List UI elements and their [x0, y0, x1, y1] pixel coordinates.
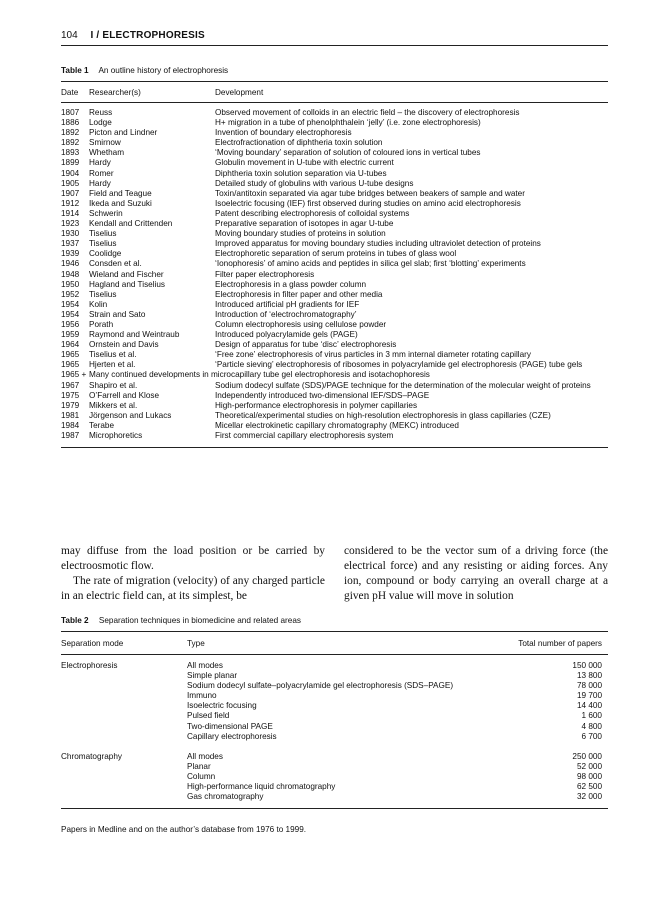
table2-row: [61, 701, 608, 711]
table1-row: [61, 401, 608, 411]
table1-development-cell: First commercial capillary electrophoresis system: [215, 431, 608, 448]
table1-col-researchers: Researcher(s): [89, 82, 215, 103]
table1-researcher-cell: Ikeda and Suzuki: [89, 198, 152, 208]
table1-development-cell: Preparative separation of isotopes in agar U-tube: [215, 219, 394, 229]
table1-row: [61, 431, 608, 448]
table1-researcher-cell: Picton and Lindner: [89, 128, 158, 138]
table1-date-cell: 1899: [61, 158, 80, 168]
table1-development-cell: Sodium dodecyl sulfate (SDS)/PAGE technique for the determination of the molecular weight of proteins: [215, 380, 591, 390]
table2-title: Separation techniques in biomedicine and related areas: [98, 616, 301, 625]
table2-col-count: Total number of papers: [492, 632, 608, 655]
table1-development-cell: Independently introduced two-dimensional IEF/SDS–PAGE: [215, 390, 430, 400]
table2-label: Table 2: [61, 616, 89, 625]
table1-development-cell: Electrophoresis in a glass powder column: [215, 279, 367, 289]
table1-row: [61, 179, 608, 189]
table1-date-cell: 1952: [61, 289, 80, 299]
table2-col-type: Type: [187, 632, 492, 655]
table1-development-cell: ‘Ionophoresis’ of amino acids and peptides in silica gel slab; first ‘blotting’ experiments: [215, 259, 526, 269]
table1-row: [61, 189, 608, 199]
table2-row: [61, 772, 608, 782]
table1-date-cell: 1914: [61, 208, 80, 218]
section-title: I / ELECTROPHORESIS: [90, 30, 205, 41]
table1-date-cell: 1964: [61, 340, 80, 350]
table1-development-cell: ‘Particle sieving’ electrophoresis of ribosomes in polyacrylamide gel electrophoresis (PAGE) tube gels: [215, 360, 583, 370]
table1-date-cell: 1965: [61, 350, 80, 360]
table1-label: Table 1: [61, 66, 89, 75]
table2-row: [61, 742, 608, 762]
table1-researcher-cell: Tiselius: [89, 229, 117, 239]
table2-mode-cell: [61, 701, 187, 711]
table1: [61, 81, 608, 448]
table1-date-cell: 1959: [61, 330, 80, 340]
table1-researcher-cell: Tiselius: [89, 239, 117, 249]
table1-development-cell: Observed movement of colloids in an electric field – the discovery of electrophoresis: [215, 108, 520, 117]
table2-row: [61, 792, 608, 809]
table1-date-cell: 1892: [61, 138, 80, 148]
table1-row: [61, 249, 608, 259]
table1-date-cell: 1912: [61, 198, 80, 208]
table1-researcher-cell: Terabe: [89, 420, 115, 430]
table1-researcher-cell: Porath: [89, 319, 114, 329]
table1-date-cell: 1954: [61, 309, 80, 319]
header-rule: [61, 45, 608, 46]
table2-mode-cell: [61, 711, 187, 721]
table2-mode-cell: [61, 782, 187, 792]
table2-count-cell: 98 000: [576, 771, 602, 781]
table1-researcher-cell: Mikkers et al.: [89, 400, 138, 410]
table1-researcher-cell: Jörgenson and Lukacs: [89, 410, 172, 420]
table2-type-cell: Simple planar: [187, 671, 238, 681]
table1-researcher-cell: Tiselius: [89, 289, 117, 299]
table1-col-date: Date: [61, 82, 89, 103]
table1-row: [61, 169, 608, 179]
table1-researcher-cell: Lodge: [89, 118, 112, 128]
table2-count-cell: 1 600: [581, 711, 602, 721]
table2-count-cell: 6 700: [581, 731, 602, 741]
table2-mode-cell: [61, 691, 187, 701]
table2-row: [61, 711, 608, 721]
table1-date-cell: 1984: [61, 420, 80, 430]
table1-researcher-cell: Hagland and Tiselius: [89, 279, 166, 289]
table2-type-cell: Sodium dodecyl sulfate–polyacrylamide gel electrophoresis (SDS–PAGE): [187, 681, 454, 691]
table2-mode-cell: [61, 671, 187, 681]
table1-development-cell: H+ migration in a tube of phenolphthalein ‘jelly’ (i.e. zone electrophoresis): [215, 118, 481, 128]
table1-row: [61, 270, 608, 280]
table1-date-cell: 1965 +: [61, 370, 87, 380]
table1-date-cell: 1892: [61, 128, 80, 138]
table1-row: [61, 148, 608, 158]
table1-development-cell: Patent describing electrophoresis of colloidal systems: [215, 208, 410, 218]
table1-researcher-cell: Whetham: [89, 148, 125, 158]
table1-col-development: Development: [215, 82, 608, 103]
table2-row: [61, 691, 608, 701]
table1-date-cell: 1979: [61, 400, 80, 410]
table1-date-cell: 1930: [61, 229, 80, 239]
table2-count-cell: 62 500: [576, 782, 602, 792]
table1-date-cell: 1907: [61, 188, 80, 198]
table1-researcher-cell: Smirnow: [89, 138, 121, 148]
table2-mode-cell: [61, 792, 187, 809]
table2-count-cell: 78 000: [576, 681, 602, 691]
table1-row: [61, 128, 608, 138]
table1-researcher-cell: Kolin: [89, 299, 108, 309]
table2-row: [61, 671, 608, 681]
table2-row: [61, 782, 608, 792]
table1-researcher-cell: Microphoretics: [89, 431, 215, 448]
body-column-left: [61, 544, 325, 604]
table1-date-cell: 1956: [61, 319, 80, 329]
table2-type-cell: Column: [187, 771, 216, 781]
table1-date-cell: 1954: [61, 299, 80, 309]
table2-type-cell: Capillary electrophoresis: [187, 731, 277, 741]
table1-row: [61, 340, 608, 350]
table2-caption: [61, 616, 301, 625]
table2-count-cell: 250 000: [572, 751, 602, 761]
table1-development-cell: Isoelectric focusing (IEF) first observed during studies on amino acid electrophoresis: [215, 198, 521, 208]
table2-type-cell: All modes: [187, 751, 223, 761]
table1-date-cell: 1946: [61, 259, 80, 269]
table2-count-cell: 32 000: [492, 792, 608, 809]
table1-development-cell: Introduced polyacrylamide gels (PAGE): [215, 330, 358, 340]
table2-type-cell: Gas chromatography: [187, 792, 492, 809]
table2-count-cell: 14 400: [576, 701, 602, 711]
body-paragraph: considered to be the vector sum of a driving force (the electrical force) and any resisting or aiding forces. Any ion, compound or body carrying an overall charge at a given pH value will move in solution: [344, 545, 608, 602]
table1-date-cell: 1937: [61, 239, 80, 249]
table2-mode-cell: Chromatography: [61, 751, 122, 761]
table1-researcher-cell: Shapiro et al.: [89, 380, 138, 390]
table1-caption: [61, 66, 228, 75]
table1-title: An outline history of electrophoresis: [98, 66, 229, 75]
table1-date-cell: 1893: [61, 148, 80, 158]
table1-researcher-cell: Reuss: [89, 108, 113, 117]
table1-development-cell: Detailed study of globulins with various U-tube designs: [215, 178, 414, 188]
table2-body: [61, 655, 608, 809]
table1-row: [61, 118, 608, 128]
table1-date-cell: 1923: [61, 219, 80, 229]
table2-mode-cell: [61, 762, 187, 772]
table1-row: [61, 381, 608, 391]
table1-date-cell: 1948: [61, 269, 80, 279]
table1-row: [61, 259, 608, 269]
table1-development-cell: Introduction of ‘electrochromatography’: [215, 309, 357, 319]
body-paragraph: may diffuse from the load position or be carried by electroosmotic flow.: [61, 545, 325, 572]
table1-row: [61, 290, 608, 300]
table1-body: [61, 103, 608, 448]
table1-development-cell: Filter paper electrophoresis: [215, 269, 315, 279]
table2-type-cell: Isoelectric focusing: [187, 701, 257, 711]
table2-row: [61, 681, 608, 691]
table2-count-cell: 52 000: [576, 761, 602, 771]
table1-row: [61, 370, 608, 380]
table1-row: [61, 219, 608, 229]
table1-development-cell: Theoretical/experimental studies on high-resolution electrophoresis in glass capillaries (CZE): [215, 410, 551, 420]
table1-researcher-cell: Hardy: [89, 158, 111, 168]
table1-development-cell: Toxin/antitoxin separated via agar tube bridges between beakers of sample and water: [215, 188, 525, 198]
table1-development-cell: ‘Moving boundary’ separation of solution of coloured ions in vertical tubes: [215, 148, 481, 158]
table1-development-cell: Improved apparatus for moving boundary studies including ultraviolet detection of proteins: [215, 239, 541, 249]
table1-header-row: [61, 82, 608, 103]
table1-development-cell: Moving boundary studies of proteins in solution: [215, 229, 386, 239]
table1-date-cell: 1967: [61, 380, 80, 390]
table1-date-cell: 1904: [61, 168, 80, 178]
table1-researcher-cell: Field and Teague: [89, 188, 152, 198]
table1-row: [61, 229, 608, 239]
table1-row: [61, 421, 608, 431]
table1-development-cell: Design of apparatus for tube ‘disc’ electrophoresis: [215, 340, 397, 350]
table1-researcher-cell: Raymond and Weintraub: [89, 330, 180, 340]
table1-researcher-cell: Coolidge: [89, 249, 122, 259]
table1-date-cell: 1965: [61, 360, 80, 370]
table1-development-cell: Diphtheria toxin solution separation via U-tubes: [215, 168, 387, 178]
table2-header-row: [61, 632, 608, 655]
table1-development-cell: Column electrophoresis using cellulose powder: [215, 319, 387, 329]
table1-researcher-cell: Kendall and Crittenden: [89, 219, 173, 229]
table2-col-mode: Separation mode: [61, 632, 187, 655]
table1-date-cell: 1975: [61, 390, 80, 400]
table1-row: [61, 199, 608, 209]
table2-footnote: Papers in Medline and on the author’s database from 1976 to 1999.: [61, 825, 307, 834]
body-column-right: [344, 544, 608, 604]
table1-researcher-cell: Ornstein and Davis: [89, 340, 159, 350]
table1-date-cell: 1950: [61, 279, 80, 289]
table1-researcher-cell: Schwerin: [89, 208, 123, 218]
table2-mode-cell: Electrophoresis: [61, 661, 118, 670]
table1-row: [61, 138, 608, 148]
table2-type-cell: Two-dimensional PAGE: [187, 721, 273, 731]
running-header: [61, 30, 608, 41]
table1-row: [61, 239, 608, 249]
table1-date-cell: 1886: [61, 118, 80, 128]
table2-type-cell: Pulsed field: [187, 711, 230, 721]
table2-mode-cell: [61, 772, 187, 782]
table1-row: [61, 280, 608, 290]
table2: [61, 631, 608, 809]
table1-researcher-cell: Strain and Sato: [89, 309, 146, 319]
table1-development-cell: Micellar electrokinetic capillary chromatography (MEKC) introduced: [215, 420, 459, 430]
table2-row: [61, 762, 608, 772]
table1-date-cell: 1905: [61, 178, 80, 188]
table2-count-cell: 13 800: [576, 671, 602, 681]
table1-row: [61, 320, 608, 330]
table1-date-cell: 1981: [61, 410, 80, 420]
table1-researcher-cell: Hardy: [89, 178, 111, 188]
table2-type-cell: Planar: [187, 761, 211, 771]
table1-row: [61, 310, 608, 320]
table1-researcher-cell: Wieland and Fischer: [89, 269, 164, 279]
table1-row: [61, 350, 608, 360]
table2-row: [61, 732, 608, 742]
table1-date-cell: 1939: [61, 249, 80, 259]
table1-development-cell: Invention of boundary electrophoresis: [215, 128, 352, 138]
table1-development-cell: Electrophoretic separation of serum proteins in tubes of glass wool: [215, 249, 457, 259]
page-number: 104: [61, 30, 78, 41]
table2-row: [61, 722, 608, 732]
table1-development-cell: Electrofractionation of diphtheria toxin solution: [215, 138, 383, 148]
table1-date-cell: 1987: [61, 431, 89, 448]
table1-row: [61, 158, 608, 168]
table1-researcher-cell: Hjerten et al.: [89, 360, 136, 370]
table1-researcher-cell: O’Farrell and Klose: [89, 390, 160, 400]
table1-development-cell: Electrophoresis in filter paper and other media: [215, 289, 383, 299]
table2-count-cell: 4 800: [581, 721, 602, 731]
table1-development-cell: ‘Free zone’ electrophoresis of virus particles in 3 mm internal diameter rotating capillary: [215, 350, 531, 360]
table2-mode-cell: [61, 722, 187, 732]
table2-mode-cell: [61, 681, 187, 691]
body-paragraph: The rate of migration (velocity) of any charged particle in an electric field can, at its simplest, be: [61, 575, 325, 602]
table1-row: [61, 209, 608, 219]
table1-row: [61, 103, 608, 119]
table1-researcher-cell: Tiselius et al.: [89, 350, 137, 360]
table1-development-cell: Globulin movement in U-tube with electric current: [215, 158, 394, 168]
table1-date-cell: 1807: [61, 108, 80, 117]
table1-development-cell: High-performance electrophoresis in polymer capillaries: [215, 400, 418, 410]
table1-researcher-cell: Romer: [89, 168, 114, 178]
table2-row: [61, 655, 608, 672]
table1-row: [61, 411, 608, 421]
table2-type-cell: High-performance liquid chromatography: [187, 782, 336, 792]
table1-development-cell: Introduced artificial pH gradients for IEF: [215, 299, 360, 309]
table1-row: [61, 391, 608, 401]
table1-row: [61, 360, 608, 370]
table2-count-cell: 19 700: [576, 691, 602, 701]
table2-count-cell: 150 000: [572, 661, 602, 670]
table1-row: [61, 300, 608, 310]
table2-type-cell: All modes: [187, 661, 223, 670]
table2-mode-cell: [61, 732, 187, 742]
table1-development-cell: Many continued developments in microcapillary tube gel electrophoresis and isotachophoresis: [89, 370, 430, 380]
table1-row: [61, 330, 608, 340]
table2-type-cell: Immuno: [187, 691, 217, 701]
table1-researcher-cell: Consden et al.: [89, 259, 142, 269]
